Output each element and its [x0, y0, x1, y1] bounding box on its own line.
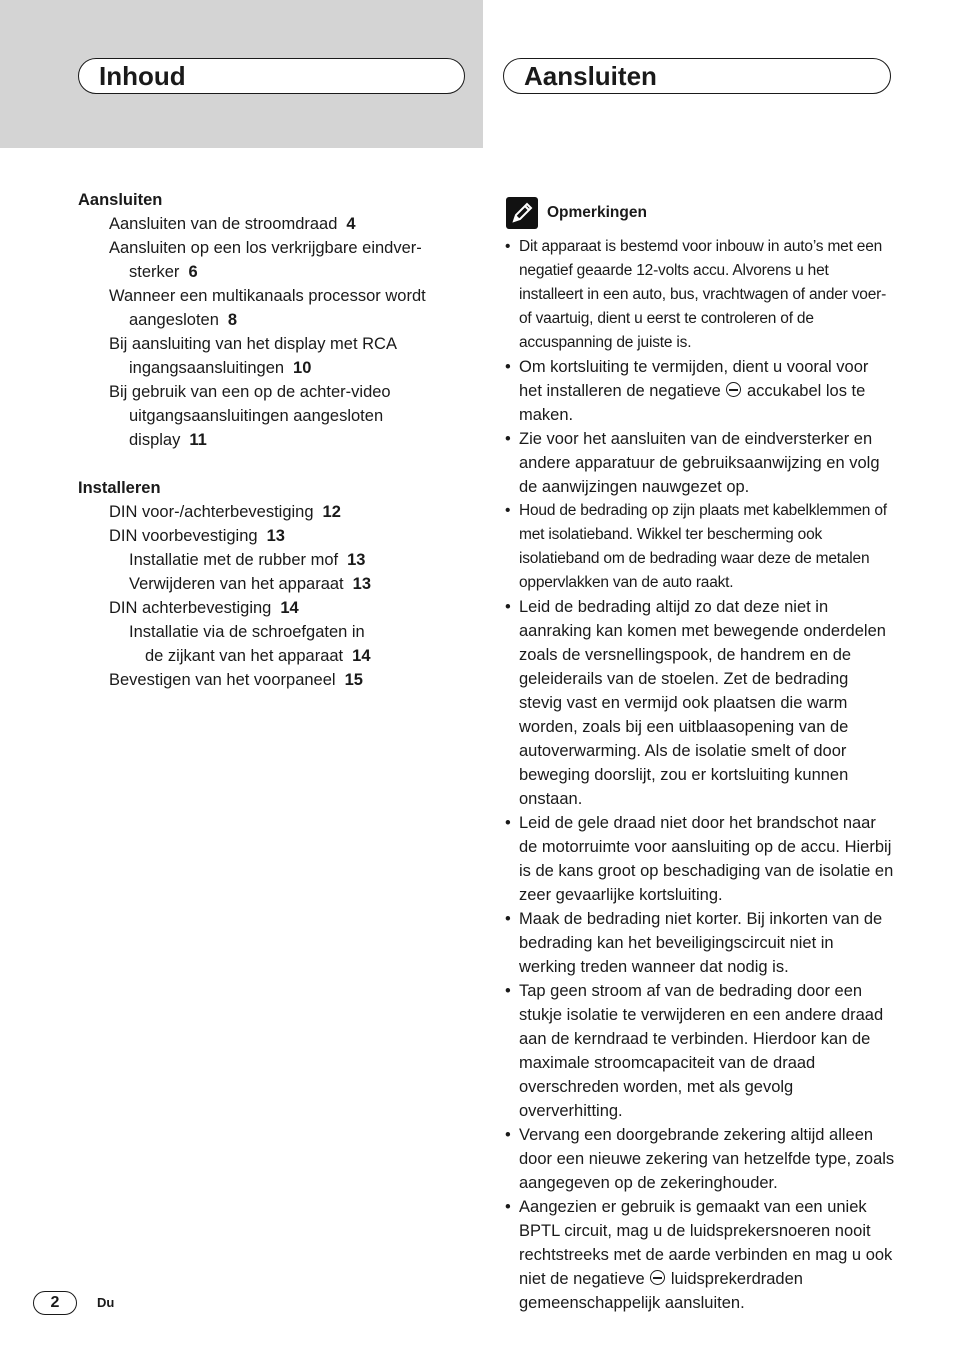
toc-entry[interactable]: DIN achterbevestiging 14: [109, 599, 299, 617]
notes-title: Opmerkingen: [547, 204, 647, 221]
notes-heading: [506, 197, 647, 229]
note-item: • Vervang een doorgebrande zekering altijd alleen door een nieuwe zekering van hetzelfde type, zoals aangegeven op de zekeringhouder.: [505, 1123, 895, 1195]
toc-entry[interactable]: Bij aansluiting van het display met RCA: [109, 335, 397, 353]
note-item: • Tap geen stroom af van de bedrading door een stukje isolatie te verwijderen en een andere draad aan de kerndraad te verbinden. Hierdoor kan de maximale stroomcapaciteit van de draad overschreden worden, met als gevolg oververhitting.: [505, 979, 895, 1123]
toc-entry-cont[interactable]: uitgangsaansluitingen aangesloten: [129, 407, 384, 425]
note-item: • Leid de bedrading altijd zo dat deze niet in aanraking kan komen met bewegende onderdelen zoals de versnellingspook, de handrem en de geleiderails van de stoelen. Zet de bedrading stevig vast en vermijd ook plaatsen die warm worden, zoals bij een uitblaasopening van de autoverwarming. Als de isolatie smelt of door beweging doorslijt, zou er kortsluiting kunnen onstaan.: [505, 595, 895, 811]
note-item: • Zie voor het aansluiten van de eindversterker en andere apparatuur de gebruiksaanwijzing en volg de aanwijzingen nauwgezet op.: [505, 427, 895, 499]
toc-entry[interactable]: DIN voorbevestiging 13: [109, 527, 285, 545]
section-header: Aansluiten: [503, 58, 891, 94]
minus-circle-icon: [650, 1270, 665, 1285]
toc-subentry[interactable]: Installatie via de schroefgaten in: [129, 623, 365, 641]
toc-entry[interactable]: DIN voor-/achterbevestiging 12: [109, 503, 341, 521]
toc-entry[interactable]: Wanneer een multikanaals processor wordt: [109, 287, 426, 305]
toc-subentry[interactable]: Verwijderen van het apparaat 13: [129, 575, 372, 593]
pencil-icon: [506, 197, 538, 229]
language-label: Du: [97, 1295, 115, 1310]
toc-entry[interactable]: Aansluiten van de stroomdraad 4: [109, 215, 356, 233]
note-item: • Maak de bedrading niet korter. Bij inkorten van de bedrading kan het beveiligingscircuit niet in werking treden wanneer dat nodig is.: [505, 907, 895, 979]
note-item: • Dit apparaat is bestemd voor inbouw in auto’s met een negatief geaarde 12-volts accu. Alvorens u het installeert in een auto, bus, vrachtwagen of ander voer- of vaartuig, dient u eerst te controleren of de accuspanning de juiste is.: [505, 235, 895, 355]
page-number: 2: [33, 1291, 77, 1315]
toc-subentry-cont[interactable]: de zijkant van het apparaat 14: [145, 647, 371, 665]
note-item: • Leid de gele draad niet door het brandschot naar de motorruimte voor aansluiting op de accu. Hierbij is de kans groot op beschadiging van de isolatie en zeer gevaarlijke kortsluiting.: [505, 811, 895, 907]
toc-subentry[interactable]: Installatie met de rubber mof 13: [129, 551, 366, 569]
toc-section-title: Aansluiten: [78, 191, 163, 209]
toc-entry-cont[interactable]: display 11: [129, 431, 207, 449]
table-of-contents: [78, 188, 473, 692]
note-item: • Om kortsluiting te vermijden, dient u vooral voor het installeren de negatieve accukabel los te maken.: [505, 355, 895, 427]
toc-entry[interactable]: Aansluiten op een los verkrijgbare eindver-: [109, 239, 422, 257]
toc-entry[interactable]: Bevestigen van het voorpaneel 15: [109, 671, 363, 689]
toc-entry-cont[interactable]: sterker 6: [129, 263, 198, 281]
toc-entry-cont[interactable]: ingangsaansluitingen 10: [129, 359, 312, 377]
toc-section-title: Installeren: [78, 479, 161, 497]
notes-list: [505, 235, 895, 1315]
toc-entry[interactable]: Bij gebruik van een op de achter-video: [109, 383, 391, 401]
toc-header: Inhoud: [78, 58, 465, 94]
minus-circle-icon: [726, 382, 741, 397]
note-item: • Aangezien er gebruik is gemaakt van een uniek BPTL circuit, mag u de luidsprekersnoeren nooit rechtstreeks met de aarde verbinden en mag u ook niet de negatieve luidsprekerdraden gemeenschappelijk aansluiten.: [505, 1195, 895, 1315]
note-item: • Houd de bedrading op zijn plaats met kabelklemmen of met isolatieband. Wikkel ter bescherming ook isolatieband om de bedrading waar deze de metalen oppervlakken van de auto raakt.: [505, 499, 895, 595]
toc-entry-cont[interactable]: aangesloten 8: [129, 311, 238, 329]
